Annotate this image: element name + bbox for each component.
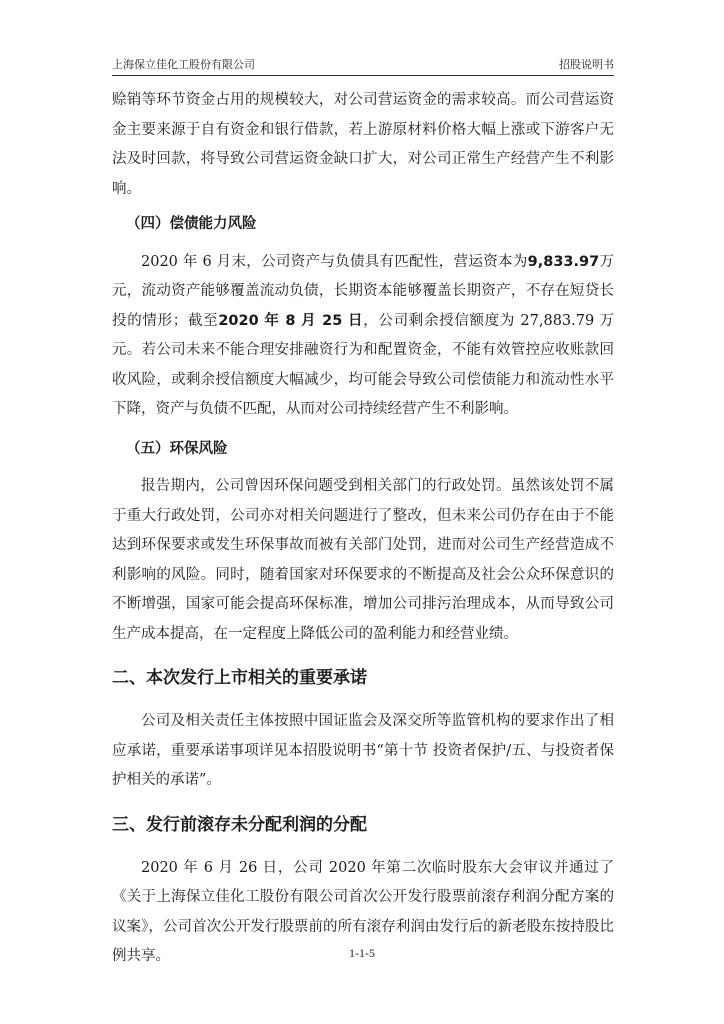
section-5-heading: （五）环保风险 [126, 440, 228, 457]
heading-profit-distribution: 三、发行前滚存未分配利润的分配 [112, 814, 367, 835]
document-body [112, 86, 614, 972]
heading-important-commitments: 二、本次发行上市相关的重要承诺 [112, 668, 367, 688]
commitments-paragraph: 公司及相关责任主体按照中国证监会及深交所等监管机构的要求作出了相应承诺，重要承诺事项详见本招股说明书“第十节 投资者保护/五、与投资者保护相关的承诺”。 [112, 713, 614, 788]
section-4-text-3: ，公司剩余授信额度为 27,883.79 万元。若公司未来不能合理安排融资行为和配置资金，不能有效管控应收账款回收风险，或剩余授信额度大幅减少，均可能会导致公司偿债能力和流动性水平下降，资产与负债不匹配，从而对公司持续经营产生不利影响。 [112, 312, 615, 417]
intro-paragraph: 赊销等环节资金占用的规模较大，对公司营运资金的需求较高。而公司营运资金主要来源于自有资金和银行借款，若上游原材料价格大幅上涨或下游客户无法及时回款，将导致公司营运资金缺口扩大，对公司正常生产经营产生不利影响。 [112, 92, 614, 197]
cutoff-date: 2020 年 8 月 25 日 [218, 312, 364, 329]
running-header [112, 52, 614, 76]
section-4-text-2: 万元，流动资产能够覆盖流动负债，长期资本能够覆盖长期资产，不存在短贷长投的情形；截至 [112, 253, 615, 329]
profit-distribution-paragraph: 2020 年 6 月 26 日，公司 2020 年第二次临时股东大会审议并通过了《关于上海保立佳化工股份有限公司首次公开发行股票前滚存利润分配方案的议案》，公司首次公开发行股票前的所有滚存利润由发行后的新老股东按持股比例共享。 [112, 859, 614, 964]
section-5-paragraph: 报告期内，公司曾因环保问题受到相关部门的行政处罚。虽然该处罚不属于重大行政处罚，公司亦对相关问题进行了整改，但未来公司仍存在由于不能达到环保要求或发生环保事故而被有关部门处罚，进而对公司生产经营造成不利影响的风险。同时，随着国家对环保要求的不断提高及社会公众环保意识的不断增强，国家可能会提高环保标准，增加公司排污治理成本，从而导致公司生产成本提高，在一定程度上降低公司的盈利能力和经营业绩。 [112, 478, 614, 642]
page-number: 1-1-5 [349, 946, 375, 960]
section-4-heading: （四）偿债能力风险 [126, 216, 257, 232]
section-4-paragraph [112, 248, 614, 425]
section-4-text-1: 2020 年 6 月末，公司资产与负债具有匹配性，营运资本为 [141, 253, 528, 270]
header-document-type: 招股说明书 [559, 58, 614, 71]
working-capital-amount: 9,833.97 [527, 253, 600, 270]
header-company-name: 上海保立佳化工股份有限公司 [112, 58, 255, 71]
